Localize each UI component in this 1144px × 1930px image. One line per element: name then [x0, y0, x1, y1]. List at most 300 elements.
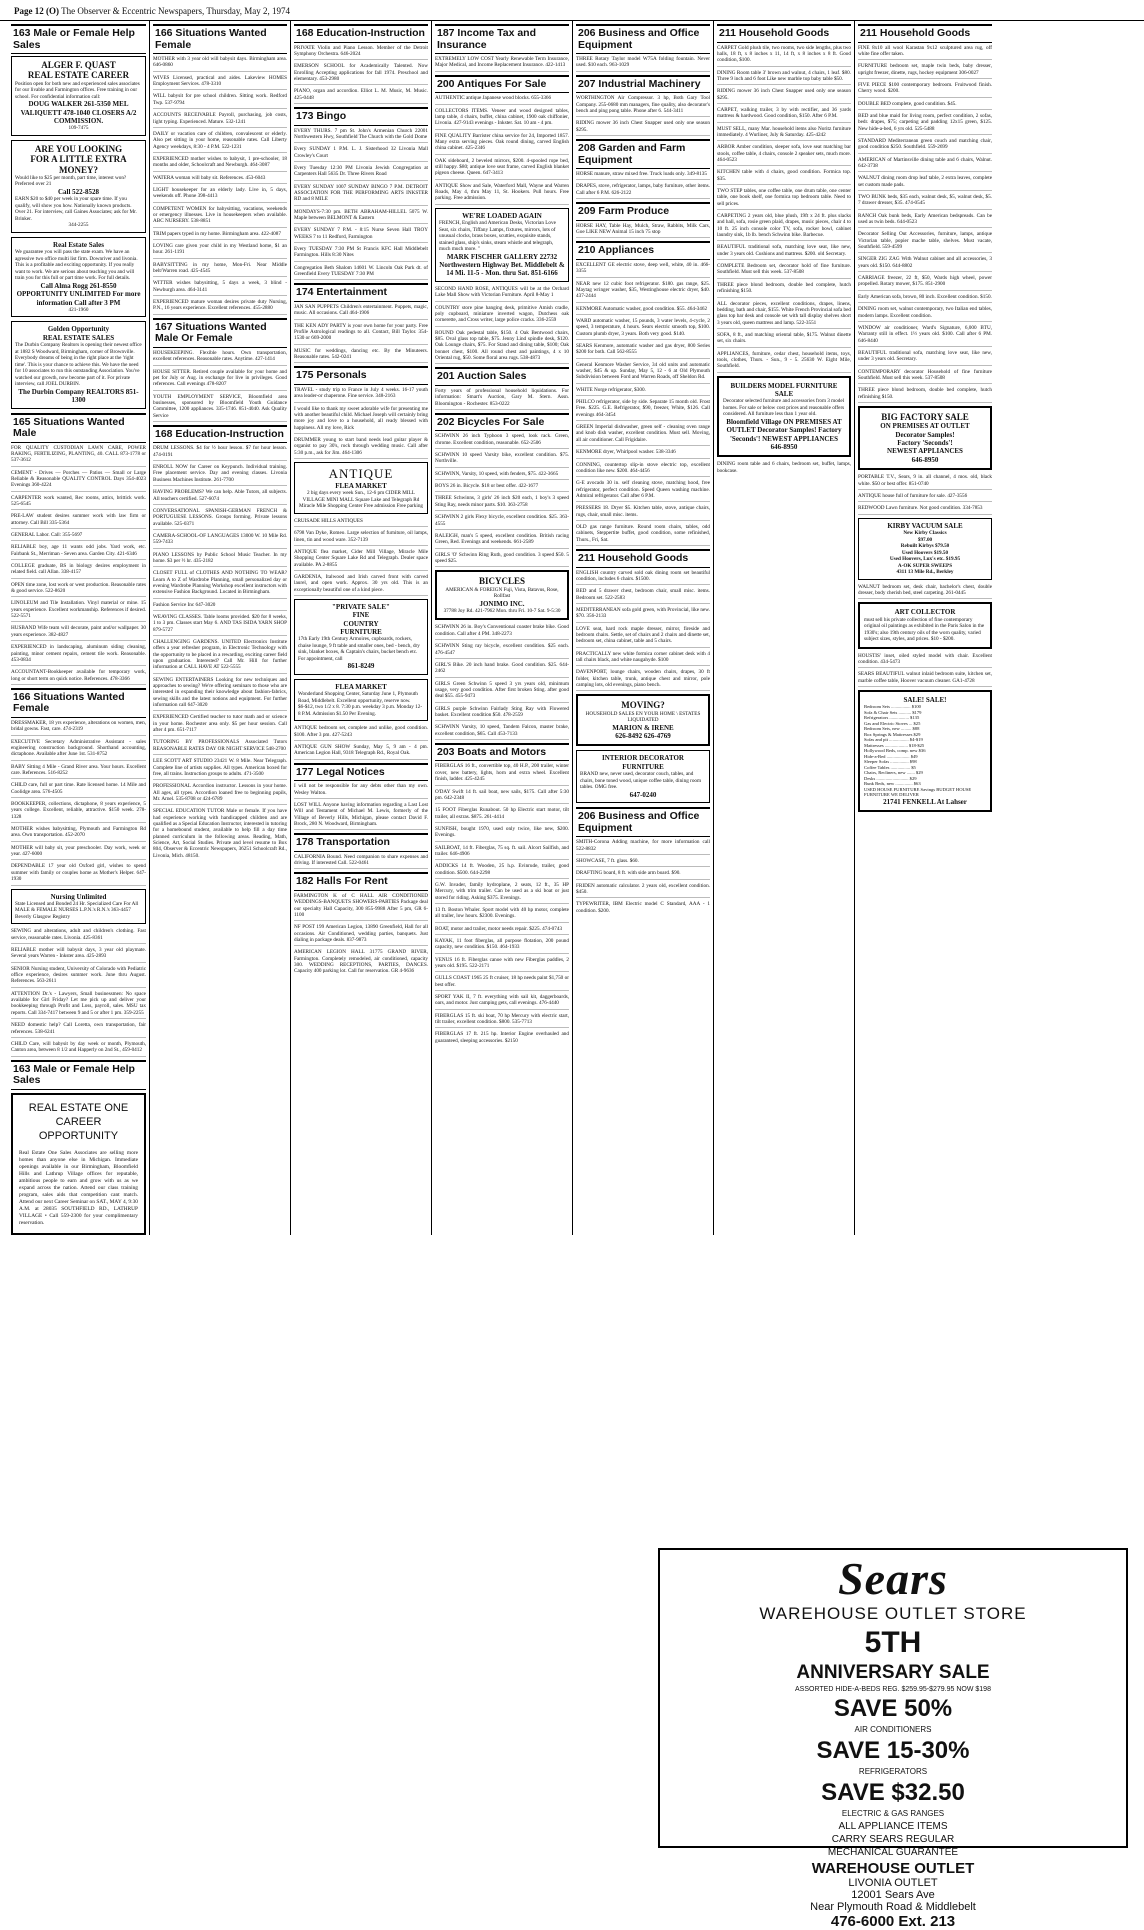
display-ad-headline: FURNITURE [340, 628, 382, 637]
classified-ad[interactable]: MOTHER with 3 year old will babysit days. Birmingham area. 646-0860 [153, 56, 287, 72]
category-heading[interactable]: 177 Legal Notices [294, 763, 428, 782]
category-heading[interactable]: 209 Farm Produce [576, 202, 710, 221]
classified-ad[interactable]: DRAPES, stove, refrigerator, lamps, baby furniture, other items. Call after 6 P.M. 626-2122 [576, 183, 710, 199]
classified-ad[interactable]: Forty years of professional household liquidations. For information: Smart's Auction, Gary M. Stern. Assn. Bloomington - Rochester. 853-0222 [435, 388, 569, 410]
display-ad[interactable] [11, 237, 146, 318]
display-ad[interactable] [576, 750, 710, 803]
classified-ad[interactable]: LIGHT housekeeper for an elderly lady. Live in, 5 days, weekends off. Phone 398-4413 [153, 187, 287, 203]
classified-ad[interactable]: MUST SELL, many Mar. household items also Noritz furniture immediately. 4 Wurliner, July & Saturday. 425-4242 [717, 126, 851, 142]
classified-ad[interactable]: FOR QUALITY CUSTODIAN LAWN CARE, POWER RAKING, FERTILIZING, PLANTING, 40. CALL 873-1778 or 537-3612 [11, 445, 146, 467]
classified-ad[interactable]: ANTIQUE flea market, Cider Mill Village, Miracle Mile Shopping Center Square Lake Rd and Telegraph. Dealer space available. PA 2-8855 [294, 549, 428, 571]
classified-ad[interactable]: ADDICKS 14 ft. Wooden, 25 h.p. Evinrude, trailer, good condition. $500. 644-2298 [435, 863, 569, 879]
classified-ad[interactable]: COMPETENT WOMEN for babysitting, vacations, weekends or emergency illnesses. Live in housekeepers when available. ABC NURSERY. 538-8851 [153, 206, 287, 228]
classified-ad[interactable]: CARPET, walking trailer, 3 by with rectifier, and 36 yards mattress & hardwood. Good condition, $150. After 6 P.M. [717, 107, 851, 123]
classified-ad[interactable]: BABYSITTING in my home, Mon-Fri. Near Middle belt/Warren road. 425-4545 [153, 262, 287, 278]
classified-ad[interactable]: OPEN time zone, lost work or west production. Reasonable rates & good service. 522-8620 [11, 582, 146, 598]
classified-ad[interactable]: I will not be responsible for any debts other than my own. Wesley Walton. [294, 783, 428, 799]
classified-ad[interactable]: SCHWINN 26 inch Typhoon 3 speed, look rack. Green, chrome. Excellent condition, reasonable. 652-2506 [435, 433, 569, 449]
classified-ad[interactable]: ANTIQUE Show and Sale, Waterford Mall, Wayne and Warren Roads, May 4, thru May 11, St. Hookers. Pull hours. Free parking. Free admission. [435, 183, 569, 205]
classified-ad[interactable]: DRESSMAKER, 18 yrs experience, alterations on women, men, bridal gowns. Fast, care. 474-2319 [11, 720, 146, 736]
classified-ad[interactable]: DEPENDABLE 17 year old Oxford girl, wishes to spend summer with family or couples home as Mother's Helper. 647-1930 [11, 863, 146, 885]
page-number: Page 12 (O) [14, 6, 59, 16]
classified-ad[interactable]: PRIVATE Violin and Piano Lesson. Member of the Detroit Symphony Orchestra. 646-2024 [294, 45, 428, 61]
classified-ad[interactable]: ARBOR Amber condition, sleeper sofa, love seat matching bar stools, coffee table, 4 chairs, console 2 speaker sets, much more. 464-0523 [717, 144, 851, 166]
classified-ad[interactable]: COUNTRY store pine hanging desk, primitive Amish cradle, poly cupboard, miniature inverted wagon, Dutchess oak cornerette, and Cross writer, large police cracks. 336-2559 [435, 305, 569, 327]
classified-ad[interactable]: SCHWINN 10 speed Varsity bike, excellent condition. $75. Northville. [435, 452, 569, 468]
classified-ad[interactable]: GULLS COAST 1965 25 ft cruiser, 18 hp needs paint $1,750 or best offer. [435, 975, 569, 991]
classified-ad[interactable]: Congregation Beth Shalom 14601 W. Lincoln Oak Park dt. of Greenfield Every TUESDAY 7:30 PM [294, 265, 428, 281]
classified-ad[interactable]: WHITE Norge refrigerator, $300. [576, 387, 710, 396]
classified-ad[interactable]: GIRLS Green Schwinn 5 speed 3 yrs years old, minimum usage, very good condition. After first broken Sting. after good deal $55. 455-9473 [435, 681, 569, 703]
classified-ad[interactable]: TRIM papers typed in my home. Birmingham area. 422-4087 [153, 231, 287, 240]
category-heading[interactable]: 208 Garden and Farm Equipment [576, 139, 710, 169]
kirby-title: KIRBY VACUUM SALE [887, 521, 963, 530]
classified-ad[interactable]: SECOND HAND ROSE, ANTIQUES will be at the Orchard Lake Mall Show with Victorian Furniture. April 8-May 1 [435, 286, 569, 302]
sale-list-item: Bunk Beds, new ............... $63 [864, 781, 921, 787]
classified-ad[interactable]: BED and 5 drawer chest, bedroom chair, small misc. items. Bedroom set. 522-2583 [576, 588, 710, 604]
masthead [0, 0, 1144, 21]
classified-ad[interactable]: DAVENPORT, lounge chairs, wooden chairs, drapes, 30 ft folder, kitchen table, trunk, antique chest and mirror, pole camping lots, old evenings, piano bench. [576, 669, 710, 691]
sale-list-item: Gas and Electric Stoves ... $25 [864, 720, 921, 726]
classified-ad[interactable]: SPORT YAK II, 7 ft. everything with sail kit, daggerboards, oars, and motor. Just camping gets, call evenings. 476-4440 [435, 994, 569, 1010]
classified-ad[interactable]: GREEN Imperial dishwasher, green self - cleaning oven range and knob dish washer, excellent condition. Must sell. Moving, all air conditioner. Call Frigidaire. [576, 424, 710, 446]
category-heading[interactable]: 173 Bingo [294, 107, 428, 126]
classified-ad[interactable]: SAILBOAT, 14 ft. Fiberglas, 75 sq. ft. sail. Alcort Sailfish, and trailer. 646-4906 [435, 845, 569, 861]
sale-list-ad[interactable] [858, 690, 992, 812]
classified-ad[interactable]: Early American sofa, brown, 80 inch. Excellent condition. $150. [858, 294, 992, 303]
classified-ad[interactable]: WINDOW air conditioner, Ward's Signature, 6,000 BTU, Warranty still in effect. 1½ years old. $100. Call after 6 PM. 646-8440 [858, 325, 992, 347]
classified-ad[interactable]: CHALLENGING GARDENS. UNITED Electronics Institute offers a year refresher program, in Electronic Technology with the opportunity to be placed in a rewarding, exciting career field upon graduation. Interested? Call Mr. Hill for further information at CALL HAVE AT 522-5555 [153, 639, 287, 674]
category-heading[interactable]: 202 Bicycles For Sale [435, 413, 569, 432]
classified-ad[interactable]: TWO BUNK beds, $35 each, walnut desk, $5, walnut desk, $5. 7 drawer dresser, $35. 474-0545 [858, 194, 992, 210]
classified-ad[interactable]: EXECUTIVE Secretary Administrative Assistant - sales engineering construction background. Shorthand accounting, dictaphone. Available after June 1st. 531-8752 [11, 739, 146, 761]
classified-ad[interactable]: RANCH Oak bunk beds, Early American bedspreads. Can be used as twin beds. 644-0523 [858, 213, 992, 229]
category-heading[interactable]: 201 Auction Sales [435, 367, 569, 386]
classified-ad[interactable]: BABY Sitting 4 Mile - Grand River area. Your hours. Excellent care. References. 516-8252 [11, 764, 146, 780]
classified-ad[interactable]: COLLECTORS ITEMS. Veneer and wood designed tables, lamp table, 4 chairs, buffet, china cabinet, 1900 oak chiffonier, Livonia. 427-9143 evenings - Inkster. Sat. 10 am - 4 pm. [435, 108, 569, 130]
classified-ad[interactable]: G.W. Invader, family hydroplane, 2 seats, 12 ft., 35 HP Mercury, with trim trailer. Can be used as a ski boat or just stored for riding. Asking $375. Evenings. [435, 882, 569, 904]
flea-market-ad[interactable] [294, 462, 428, 514]
classified-ad[interactable]: SCHWINN 26 in. Boy's Conventional coaster brake bike. Good condition. Call after 4 PM. 348-2273 [435, 624, 569, 640]
display-ad[interactable] [11, 321, 146, 408]
classified-ad[interactable]: EXCELLENT GE electric stove, deep well, white, 40 in. 466-3355 [576, 262, 710, 278]
category-heading[interactable]: 174 Entertainment [294, 283, 428, 302]
classified-ad[interactable]: SUNFISH, bought 1970, used only twice, like new, $200. Evenings. [435, 826, 569, 842]
classified-ad[interactable]: AUTHENTIC antique Japanese wood blocks. 655-3366 [435, 95, 569, 104]
classified-ad[interactable]: NF POST 199 American Legion, 13890 Greenfield, Hall for all occasions. Air Conditioned, wedding parties, banquets. Just dialing in package deals. 837-9873 [294, 924, 428, 946]
classified-ad[interactable]: COMPLETE Bedroom set, decorator hold of fine furniture. Southfield. Must sell this week. 537-8508 [717, 263, 851, 279]
classified-ad[interactable]: WIVES Licensed, practical and aides. Lakeview HOMES Employment Services. 478-3310 [153, 75, 287, 91]
classified-ad[interactable]: DINING room set, walnut contemporary, two Italian end tables, modern lamps. Excellent condition. [858, 306, 992, 322]
big-factory-title: BIG FACTORY SALE [881, 411, 969, 422]
classified-ad[interactable]: GIRLS 'O' Schwinn Ring Ruth, good condition. 3 speed $50. 5 speed $25. [435, 552, 569, 568]
sale-list-address: 21741 FENKELL At Lahser [883, 797, 967, 806]
classified-ad[interactable]: NEED domestic help? Call Loretta, own transportation, fair references. 538-6241 [11, 1022, 146, 1038]
big-factory-line: Factory 'Seconds'! [897, 439, 953, 448]
classified-ad[interactable]: DAILY or vacation care of children, convalescent or elderly. Also pet sitting in your home, reasonable rates. Call Liberty Agency weekdays, 8:30 - 4 P.M. 522-1231 [153, 131, 287, 153]
classified-ad[interactable]: PRACTICALLY new white formica corner cabinet desk with 4 tall chairs black, and white naugahyde. $100 [576, 651, 710, 667]
classified-ad[interactable]: TRAVEL - study trip to France in July 4 weeks. 16-17 youth area leader-or chaperone. Fine service. 348-2163 [294, 387, 428, 403]
classified-ad[interactable]: EXTREMELY LOW COST Yearly Renewable Term Insurance, Major Medical, and Income Replacement Insurance. 422-1413 [435, 56, 569, 72]
category-heading[interactable]: 163 Male or Female Help Sales [11, 1060, 146, 1090]
sears-city: LIVONIA OUTLET [848, 1877, 938, 1889]
sears-guarantee-2: CARRY SEARS REGULAR [831, 1834, 955, 1845]
classified-ad[interactable]: WALNUT dining room drop leaf table, 2 extra leaves, complete set custom made pads. [858, 175, 992, 191]
classified-ad[interactable]: SENIOR Nursing student, University of Colorado with Pediatric office experience, desires summer work. June thru August. References. 563-2611 [11, 966, 146, 988]
classified-ad[interactable]: BED and blue maid for living room, perfect condition, 2 sofas, bedr. drapes, $75; carpeting and padding 12x15 green, $125. New hide-a-bed, 6 yrs old. 525-5488 [858, 113, 992, 135]
classified-ad[interactable]: HORSE manure, straw mixed free. Truck loads only. 349-8135 [576, 171, 710, 180]
art-collector-ad[interactable] [858, 602, 992, 648]
classified-ad[interactable]: CALIFORNIA Bound. Need companion to share expenses and driving. If interested Call. 522-0461 [294, 854, 428, 870]
category-heading[interactable]: 187 Income Tax and Insurance [435, 24, 569, 54]
classified-ad[interactable]: EVERY SUNDAY 7 P.M. - 8:15 Nurse Seven Hall TROY WEEKS 7 to 11 Redford, Farmington [294, 227, 428, 243]
classified-ad[interactable]: SMITH-Corona Adding machine, for more information call 522-8832 [576, 839, 710, 855]
classified-ad[interactable]: DRUMMER young to start band needs lead guitar player & organist to pay 30's, rock through wedding music. Call after 5:30 p.m., ask for Jim. 464-1306 [294, 437, 428, 459]
classified-ad[interactable]: FINE 8x10 all wool Karastan 9x12 sculptured area rug, off white fine offer taken. [858, 45, 992, 61]
classified-ad[interactable]: PIANO, organ and accordion. Elliot L. M. Music, M. Music. 425-0448 [294, 88, 428, 104]
big-factory-sale-ad[interactable] [858, 406, 992, 470]
classified-ad[interactable]: GIRLS purple Schwinn Fairlady Sting Ray with Flowered basket. Excellent condition $50. 478-2559 [435, 706, 569, 722]
classified-ad[interactable]: DINING room table and 6 chairs, bedroom set, buffet, lamps, bookcase. [717, 461, 851, 474]
classified-ad[interactable]: 15 FOOT Fiberglas Runabout. 50 hp Electric start motor, tilt trailer, all extras. $875. 261-4414 [435, 807, 569, 823]
classified-ad[interactable]: SCHWINN 2 girls Flexy bicycle, excellent condition. $25. 363-4555 [435, 514, 569, 530]
classified-ad[interactable]: ATTENTION Dr.'s - Lawyers, Small businessmen: No space available for Girl Friday? Let me pick up and deliver your bookkeeping through Profit and Loss, payroll, sales. MSU tax reports. Call 334-7417 between 9 and 5 or after 1 pm. 359-2255 [11, 991, 146, 1019]
flea-market-subtitle: FLEA MARKET [335, 481, 387, 490]
category-heading[interactable]: 207 Industrial Machinery [576, 75, 710, 94]
category-heading[interactable]: 163 Male or Female Help Sales [11, 24, 146, 54]
classified-ad[interactable]: CHILD care, full or part time. Rate licensed home. 14 Mile and Coolidge area. 576-4505 [11, 782, 146, 798]
big-factory-line: 646-8950 [911, 455, 939, 464]
classified-ad[interactable]: AMERICAN of Martinsville dining table and 6 chairs, Walnut. 642-3738 [858, 157, 992, 173]
sears-save-50-sub: AIR CONDITIONERS [854, 1725, 932, 1734]
classified-ad[interactable]: SCHWINN Varsity, 10 speed, Tandem Falcon, master brake, excellent condition, $65. Call 453-7133 [435, 724, 569, 740]
classified-ad[interactable]: CARPENTER work wanted, Rec rooms, attics, brittick work. 525-6545 [11, 495, 146, 511]
classified-ad[interactable]: GIRL'S Bike. 20 inch hand brake. Good condition. $25. 644-2462 [435, 662, 569, 678]
classified-ad[interactable]: MEDITERRANEAN sofa gold green, with Provincial, like new. $70. 356-2133 [576, 607, 710, 623]
classified-ad[interactable]: STANDARD Mediterranean green couch and matching chair, good condition $250. Southfield. 559-2699 [858, 138, 992, 154]
classified-ad[interactable]: HUSBAND Wife team will decorate, paint and/or wallpaper. 30 years experience. 382-4827 [11, 625, 146, 641]
classified-ad[interactable]: KITCHEN table with 4 chairs, good condition. Formica top. $35. [717, 169, 851, 185]
classified-ad[interactable]: COLLEGE graduate, BS in biology desires employment in related field. call Allan. 338-4157 [11, 563, 146, 579]
classified-ad[interactable]: 6798 Van Dyke, Romeo. Large selection of furniture, oil lamps, linen, tin and wood ware. 352-7139 [294, 530, 428, 546]
classified-ad[interactable]: WEAVING CLASSES. Table looms provided. $20 for 8 weeks, 1 to 3 pm. Classes start May 6. AND TAS ISIDA YARN SHOP 879-5727 [153, 614, 287, 636]
classified-ad[interactable]: FIBERGLAS 17 ft. 215 hp. Interior Engine overhauled and guaranteed, sleeping accessories. $2150 [435, 1031, 569, 1044]
category-heading[interactable]: 167 Situations Wanted Male Or Female [153, 318, 287, 348]
display-ad-refnum: 109-7475 [68, 125, 89, 132]
classified-ad[interactable]: FINE QUALITY Barrister china service for 24, Imported 1857. Many extra serving pieces. Oak round dining, carved English china cabinet. 425-2346 [435, 133, 569, 155]
classified-ad[interactable]: SEWING and alterations, adult and children's clothing. Fast service, reasonable rates. Livonia. 425-8361 [11, 928, 146, 944]
classified-ad[interactable]: DOUBLE BED complete, good condition. $45. [858, 101, 992, 110]
classified-ad[interactable]: PRESSERS 18. Dryer $5. Kitchen table, stove, antique chairs, rugs, chair, small misc. items. [576, 505, 710, 521]
classified-ad[interactable]: HORSE HAY, Table Hay, Mulch, Straw, Rabbits, Milk Cars, Goe LIKE NEW Animal 15 inch 75 stop [576, 223, 710, 239]
classified-ad[interactable]: EXPERIENCED mother wishes to babysit, 1 pre-schooler, 18 months and older, Schoolcraft and Newburgh. 464-3087 [153, 156, 287, 172]
display-ad[interactable] [11, 56, 146, 136]
display-ad-body: BRAND new, never used, decorator couch, tables, and chairs, bone toned wood, unique coffee table, dining room tables. OMG free. [580, 771, 702, 791]
classified-ad[interactable]: EXPERIENCED in landscaping, aluminum siding cleaning, painting, minor cement repairs, cement tile work. Reasonable. 453-0834 [11, 644, 146, 666]
classified-ad[interactable]: REDWOOD Lawn furniture. Not good condition. 334-7853 [858, 505, 992, 514]
classified-ad[interactable]: WORTHINGTON Air Compressor. 3 hp, Both Gary Tool Company. 255-0680 mm managers, fine quality, also decorator's bench and ping pong table. Phone after 6. 544-3411 [576, 95, 710, 117]
classified-ad[interactable]: EXPERIENCED Certified teacher to tutor math and or science in your home. Rochester area only. $5 per hour session. Call after 4 pm. 651-7117 [153, 714, 287, 736]
classified-ad[interactable]: EXPERIENCED mature woman desires private duty Nursing, P.N., 16 years experience. Excellent references. 455-2880 [153, 299, 287, 315]
category-heading[interactable]: 166 Situations Wanted Female [153, 24, 287, 54]
display-ad-body: The Durbin Company Realtors is opening their newest office at 1882 S Woodward, Birmingham, corner of Brownville. Everybody dreams of being in the right place at the 'right time'. This is your chance to achieve this. We have the need for 10 associates to run this outstanding Association. You've watched our growth, now become part of it. For private interview, call JOEL DURBIN. [15, 342, 142, 388]
classified-ad[interactable]: HOUSEKEEPING. Flexible hours. Own transportation, excellent references. Reasonable rates. Anytime. 427-1414 [153, 350, 287, 366]
sears-guarantee-1: ALL APPLIANCE ITEMS [838, 1821, 948, 1832]
category-heading[interactable]: 206 Business and Office Equipment [576, 24, 710, 54]
classified-ad[interactable]: KENMORE Automatic washer, good condition. $55. 464-3462 [576, 306, 710, 315]
classified-ad[interactable]: OLD gas range furniture. Round room chairs, tables, odd cabinets, Steppertite buffet, good condition, some refinished, Thurs., Fri, Sat. [576, 524, 710, 546]
classified-ad[interactable]: EVERY SUNDAY 1007 SUNDAY BINGO 7 P.M. DETROIT ASSOCIATION FOR THE PERFORMING ARTS INKSTER RD and 8 MILE [294, 184, 428, 206]
sears-line-outlet: WAREHOUSE OUTLET STORE [759, 1604, 1027, 1623]
category-heading[interactable]: 210 Appliances [576, 241, 710, 260]
classified-ad[interactable]: SHOWCASE, 7 ft. glass. $60. [576, 858, 710, 867]
moving-ad[interactable] [576, 694, 710, 746]
display-ad-phone[interactable]: Call 522-8528 [57, 187, 100, 196]
classified-ad[interactable]: FIBERGLAS 16 ft., convertible top, 40 H.P., 200 trailer, winter cover, new battery, lights, horn and extra wheel. Excellent finish, ladder. 425-4245 [435, 763, 569, 785]
classified-ad[interactable]: 13 ft. Boston Whaler. Sport model with 40 hp motor, complete all trailer, low hours. $2300. Evenings. [435, 907, 569, 923]
classified-ad[interactable]: PHILCO refrigerator, side by side. Separate 15 month old. Frost Free. $225. G.E. Refrigerator, $90, freezer, White, $126. Call evenings 464-3454 [576, 399, 710, 421]
category-heading[interactable]: 166 Situations Wanted Female [11, 688, 146, 718]
classified-ad[interactable]: ALL decorator pieces, excellent conditions, drapes, linens, bedding, bath and chair, $155. White French Provincial sofa bed glass top bar desk and console set with tall display shelves short 3 years old, queen mattress and lamp. 522-3551 [717, 301, 851, 329]
classified-ad[interactable]: Every Tuesday 12:30 PM Livonia Jewish Congregation at Carpenters Hall 5635 Dr. Three Rivers Road [294, 165, 428, 181]
classified-ad[interactable]: WILL babysit for pre school children. Sitting work. Redford Twp. 537-9794 [153, 93, 287, 109]
classified-ad[interactable]: RIDING mower 36 inch Chest Snapper used only one season $295. [576, 120, 710, 136]
classified-ad[interactable]: CRUISADE HILLS ANTIQUES [294, 518, 428, 527]
classified-column [431, 21, 572, 1235]
classified-ad[interactable]: SEARS BEAUTIFUL walnut inlaid bedroom suite, kitchen set, marble coffee table, Hoover vacuum cleaner. GA1-4728 [858, 671, 992, 687]
classified-ad[interactable]: LINOLEUM and Tile Installation. Vinyl material or mine. 15 years experience. Excellent workmanship. References if desired. 522-5571 [11, 600, 146, 622]
classified-ad[interactable]: I would like to thank my sweet adorable wife for presenting me with another beautiful child. Michael Joseph will certainly bring more joy and love to a household, all ready blessed with happiness. All my love, Rick [294, 406, 428, 434]
classified-ad[interactable]: CARPETING 2 years old, blue plush, 19ft x 24 ft. plus slacks and hall, sofa, rosie green plaid, drapes, music pieces, chair 4 to 10 ft. 25 inch console color TV, sofa, rocker bowl, cabinet laundry sink, 1b lb. bench Schwinn bike. Barbecue. [717, 213, 851, 241]
classified-ad[interactable]: OAK sideboard, 2 beveled mirrors, $200. 4-spooled rope bed, still happy. $80; antique love seat frame, carved English blanket pigeon cheese. Queen. 647-3413 [435, 158, 569, 180]
classified-ad[interactable]: FIVE PIECE $100 contemporary bedroom. Fruitwood finish. Cherry wood. $200. [858, 82, 992, 98]
classified-ad[interactable]: CONTEMPORARY decorator Household of fine furniture Southfield. Must sell this week. 537-8508 [858, 369, 992, 385]
moving-names: MARION & IRENE [612, 723, 674, 732]
classified-ad[interactable]: FARMINGTON K of C HALL AIR CONDITIONED WEDDINGS-BANQUETS SHOWERS-PARTIES Package deal our specialty Hall Capacity, 300 855-9988 After 5 pm, GR 6-1100 [294, 893, 428, 921]
classified-ad[interactable]: Fashion Service Inc 647-3020 [153, 602, 287, 611]
classified-ad[interactable]: HAVING PROBLEMS? We can help. Able Tutors, all subjects. All teachers certified. 527-6074 [153, 489, 287, 505]
classified-ad[interactable]: CAMERA-SCHOOL-OF LANGUAGES 13000 W. 10 Mile Rd. 559-7433 [153, 533, 287, 549]
classified-ad[interactable]: General Kenmore Washer Service, 34 old units and automatic washer, $45 & up. Sunday, May 5, 12 - 6 at Old Plymouth Subdivision between Ford and Warren Roads, off Sheldon Rd. [576, 362, 710, 384]
category-heading[interactable]: 175 Personals [294, 366, 428, 385]
category-heading[interactable]: 211 Household Goods [576, 549, 710, 568]
classified-ad[interactable]: EMERSON SCHOOL for Academically Talented. Now Enrolling Accepting applications for fall 1974. Preschool and elementary. 453-2980 [294, 63, 428, 85]
classified-ad[interactable]: GENERAL Labor. Call: 355-5697 [11, 532, 146, 541]
classified-ad[interactable]: LOVE seat, hard rock maple dresser, mirror, fireside and bedroom chairs. Settle, set of chairs and 2 chairs and dinette set, bedroom set, china cabinet, table and 5 chairs. [576, 626, 710, 648]
category-heading[interactable]: 178 Transportation [294, 833, 428, 852]
real-estate-one-ad[interactable] [11, 1093, 146, 1235]
classified-ad[interactable]: FRIDEN automatic calculator. 2 years old, excellent condition. $450. [576, 883, 710, 899]
moving-phones[interactable]: 626-8492 626-4769 [615, 732, 671, 741]
classified-ad[interactable]: FURNITURE bedroom set, maple twin beds, baby dresser, upright freezer, dinette, rugs, hockey equipment 306-0027 [858, 63, 992, 79]
classified-ad[interactable]: DRUM LESSONS. $4 for ½ hour lesson. $7 for hour lesson. 474-0191 [153, 445, 287, 461]
kirby-line: Used Hoovers $19.50 [901, 549, 949, 556]
classified-ad[interactable]: YOUTH EMPLOYMENT SERVICE, Bloomfield area businesses, sponsored by Bloomfield Youth Guidance Committee, 1200 appliances. 335-1746. 851-4040. Ask Quality Service [153, 394, 287, 422]
classified-ad[interactable]: NEAR new 12 cubic foot refrigerator. $180. gas range, $25. Maytag wringer washer, $35, Westinghouse electric dryer, $40. 437-2444 [576, 281, 710, 303]
classified-ad[interactable]: BOAT, motor and trailer, motor needs repair. $225. 474-0743 [435, 926, 569, 935]
classified-ad[interactable]: HOUSTIS' inset, oiled styled model with chair. Excellent condition. 434-5473 [858, 653, 992, 669]
classified-ad[interactable]: TUTORING BY PROFESSIONALS Associated Tutors REASONABLE RATES DAY OR NIGHT SERVICE 548-2700 [153, 739, 287, 755]
category-heading[interactable]: 165 Situations Wanted Male [11, 413, 146, 443]
sale-list-item: Hide-a-Bed .................... $49 [864, 753, 918, 759]
display-ad-headline: WE'RE LOADED AGAIN [462, 211, 542, 220]
display-ad-refnum: 344-2255 [68, 222, 89, 229]
classified-ad[interactable]: VENUS 16 ft. Fiberglas canoe with new Fiberglas paddles, 2 years old. $195. 522-2171 [435, 957, 569, 973]
classified-ad[interactable]: RELIABLE boy, age 11 wants odd jobs. Yard work, etc. Fairbank St., Merriman - Seven area. Garden City. 421-6346 [11, 544, 146, 560]
classified-ad[interactable]: ACCOUNTANT-Bookkeeper available for temporary work, long or short term on quick notice. References. 478-3366 [11, 669, 146, 685]
classified-ad[interactable]: SEARS Kenmore, automatic washer and gas dryer, 800 Series $200 for both. Call 562-8555 [576, 343, 710, 359]
builders-model-ad[interactable] [717, 376, 851, 458]
classified-ad[interactable]: FIBERGLAS 15 ft. ski boat, 70 hp Mercury with electric start, tilt trailer, excellent condition. $800. 535-7713 [435, 1013, 569, 1029]
classified-ad[interactable]: PIANO LESSONS by Public School Music Teacher. In my home. $3 per ½ hr. 435-2182 [153, 552, 287, 568]
bicycles-ad[interactable] [435, 570, 569, 620]
display-ad-contact: DOUG WALKER 261-5350 MEL VALIQUETT 478-1040 CLOSERS A/2 COMMISSION. [20, 100, 137, 126]
classified-ad[interactable]: CARPET Gold plush tile, two rooms, two side lengths, plus two halls, 18 ft, x 8 inches x 11, 14 ft, x 8 inches x 8 ft. Good condition, $100. [717, 45, 851, 67]
real-estate-one-body: Real Estate One Sales Associates are selling more homes than anyone else in Michigan. Immediate openings available in our Birmingham, Bloomfield Hills and Lathrup Village offices for reputable, ambitious people to earn and grow with us as we expand across the nation. Attend our class training program, sales aids that competition cant match. Attend our next Career Seminar on SAT., MAY 4, 9:30 A.M. at 28035 SOUTHFIELD RD., LATHRUP VILLAGE • Call 559-2300 for your complimentary reservation. [19, 1149, 138, 1226]
sears-save-3250-sub: ELECTRIC & GAS RANGES [841, 1809, 945, 1818]
classified-ad[interactable]: MUSIC for weddings, dancing etc. By the Minuteers. Reasonable rates. 542-0241 [294, 348, 428, 364]
classified-ad[interactable]: THE KEN ADY PARTY is your own home for your party. Free Profile Astrological readings to all. Contact, Bill Taylor. 354-1530 or 669-2000 [294, 323, 428, 345]
classified-ad[interactable]: CONVERSATIONAL SPANISH-GERMAN FRENCH & PORTUGUESE LESSONS. Groups forming. Private lessons available. 525-0371 [153, 508, 287, 530]
classified-ad[interactable]: RALEIGH, man's 5 speed, excellent condition. British racing Green, Red. Evenings and weekends. 661-2589 [435, 533, 569, 549]
classified-ad[interactable]: BOOKKEEPER, collections, dictaphone, 8 years experience, 5 years college. Excellent, reliable, attractive. $150 week. 278-1328 [11, 801, 146, 823]
classified-ad[interactable]: WARD automatic washer, 15 pounds, 3 water levels, 4-cycle, 2 speed, 3 temperature, 4 hours. Sears electric smooth top, $100. Custom plumb dryer, 3 years. Both very good. $140. [576, 318, 710, 340]
category-heading[interactable]: 200 Antiques For Sale [435, 75, 569, 94]
classified-ad[interactable]: WATERA woman will baby sit. References. 453-6043 [153, 175, 287, 184]
classified-ad[interactable]: BOYS 26 in. Bicycle. $18 or best offer. 422-1677 [435, 483, 569, 492]
classified-ad[interactable]: DINING Room table 3' brown and walnut, 4 chairs, 1 leaf. $80. Three 9 inch and 6 foot Like new marble top baby table $50. [717, 70, 851, 86]
category-heading[interactable]: 168 Education-Instruction [294, 24, 428, 43]
classified-ad[interactable]: MOTHER will baby sit, your preschooler. Day work, week or year. 427-6000 [11, 845, 146, 861]
classified-ad[interactable]: CONNING, countertop slip-in stove electric top, excellent condition like new. $200. 464-4456 [576, 462, 710, 478]
classified-ad[interactable]: CEMENT - Drives — Porches — Patios — Small or Large Reliable & Reasonable QUALITY CONTROL Days 354-4023 Evenings 360-4224 [11, 470, 146, 492]
classified-ad[interactable]: ANTIQUE house full of furniture for sale. 427-3556 [858, 493, 992, 502]
display-ad[interactable] [11, 889, 146, 925]
classified-ad[interactable]: WITTER wishes babysitting, 5 days a week, 3 blind - Newburgh area. 464-3141 [153, 280, 287, 296]
classified-ad[interactable]: ENGLISH country carved sold oak dining room set beautiful condition, includes 6 chairs. $1500. [576, 570, 710, 586]
classified-ad[interactable]: HOUSE SITTER. Retired couple available for your home and pet for July or Aug. in exchange for live in privileges. Good references. Call evenings 478-8207 [153, 369, 287, 391]
classified-ad[interactable]: TWO STEP tables, one coffee table, one drum table, one center table, one book shelf, one formica top bedroom table. Need to sell prices. [717, 188, 851, 210]
classified-ad[interactable]: BEAUTIFUL traditional sofa, matching love seat, like new, under 3 years old. Cushions and mattress. $200. old Secretary. [717, 244, 851, 260]
classified-columns [0, 21, 1144, 1235]
display-ad-subtext: Position open for both new and experienced sales associates for our livable and Farmington offices. Free training in our school. For confidential information call: [15, 80, 140, 100]
classified-ad[interactable]: Every TUESDAY 7:30 PM St Francis KFC Hall Middlebelt Farmington. Hills 8:30 Nites [294, 246, 428, 262]
classified-ad[interactable]: MOTHER wishes babysitting, Plymouth and Farmington Rd area. Own transportation. 452-2070 [11, 826, 146, 842]
big-factory-line: Decorator Samples! [895, 430, 955, 439]
classified-ad[interactable]: LOST WILL Anyone having information regarding a Last Lost Will and Testament of Michael M. Lewis, formerly of the Village of Beverly Hills, Michigan, please contact David F. Brock, 280 N. Woodward, Birmingham. [294, 802, 428, 830]
builders-body: Decorator selected furniture and accessories from 3 model homes. For sale or below cost prices and reasonable offers considered. All furniture less than 1 year old. [723, 398, 845, 418]
classified-ad[interactable]: CLOSET FULL of CLOTHES AND NOTHING TO WEAR? Learn A to Z of Wardrobe Planning, small personalized day or evening Wardrobe Planning Workshop excellent instructors with extensive Fashion Background. Located in Birmingham. [153, 570, 287, 598]
display-ad-body: FRENCH, English and American Desks, Victorian Love Seat, six chairs, Tiffany Lamps, fixtures, mirrors, lots of unusual clocks, brass boxes, scutties, exquisite stands, stained glass, ship's sinks, steam whistle and telegraph, much much more. " [439, 220, 556, 253]
sale-list-item: Bedroom Sets, new ......... $88 [864, 726, 920, 732]
display-ad[interactable] [294, 679, 428, 721]
classified-ad[interactable]: KENMORE dryer, Whirlpool washer. 538-3346 [576, 449, 710, 458]
moving-body: HOUSEHOLD SALES EN YOUR HOME \ ESTATES LIQUIDATED [585, 710, 701, 724]
display-ad-phone[interactable]: 861-8249 [347, 662, 375, 671]
sears-store-type: WAREHOUSE OUTLET [811, 1860, 975, 1877]
classified-ad[interactable]: ANTIQUE GUN SHOW Sunday, May 5, 9 am - 4 pm. American Legion Hall, 9318 Telegraph Rd., Royal Oak. [294, 744, 428, 760]
category-heading[interactable]: 211 Household Goods [858, 24, 992, 43]
display-ad-phone[interactable]: 647-0240 [629, 790, 657, 799]
builders-address: Bloomfield Village ON PREMISES AT OUTLET Decorator Samples! Factory 'Seconds'! NEWEST APPLIANCES 646-8950 [726, 417, 842, 452]
classified-ad[interactable]: THREE piece blond bedroom, double bed complete, hutch refinishing $150. [858, 387, 992, 403]
display-ad-headline: FURNITURE [622, 762, 664, 771]
classified-ad[interactable]: PROFESSIONAL Accordion instructor. Lessons in your home. All ages, all types. Accordion loaned free to beginning pupils, Mr. Arnel. 535-8708 or 424-6789 [153, 783, 287, 805]
classified-ad[interactable]: EVERY THURS. 7 pm St. John's Armenian Church 22001 Northwestern Hwy, Southfield The Church with the Gold Dome [294, 128, 428, 144]
big-factory-line: NEWEST APPLIANCES [887, 447, 963, 456]
classified-ad[interactable]: GARDENIA, Italwood and Irish carved front with carved laurel, and open work. Approx. 30 yrs old. This is an exceptionally beautiful one of a kind piece. [294, 574, 428, 596]
classified-ad[interactable]: SEWING ENTERTAINERS Looking for new techniques and approaches to sewing? We're offering seminars to those who are interested in expanding their knowledge about fashion-fabrics, sewing skills and the latest notions and equipment. For further information call 647-3020 [153, 677, 287, 712]
classified-ad[interactable]: O'DAY Swift 14 ft. sail boat, new sails, $175. Call after 5:30 pm. 642-2348 [435, 789, 569, 805]
classified-ad[interactable]: SCHWINN Sting ray bicycle, excellent condition. $25 each. 476-4547 [435, 643, 569, 659]
sale-list-item: Hollywood Beds, comp. new $36 [864, 748, 926, 754]
display-ad[interactable] [11, 140, 146, 233]
sale-list-item: Desks ............................ $29 [864, 775, 917, 781]
classified-ad[interactable]: BEAUTIFUL traditional sofa, matching love seat, like new, under 3 years old. Secretary. [858, 350, 992, 366]
display-ad-headline: FINE [352, 611, 370, 620]
display-ad[interactable] [435, 208, 569, 282]
classified-ad[interactable]: SINGER ZIG ZAG With Walnut cabinet and all accessories, 3 years old. $150. 644-8802 [858, 256, 992, 272]
classified-ad[interactable]: Every SUNDAY 1 P.M. L. J. Sisterhood 32 Livonia Mall Crowley's Court [294, 146, 428, 162]
sale-list-item: Sleeper Sofas ................ $98 [864, 759, 917, 765]
classified-ad[interactable]: SPECIAL EDUCATION TUTOR Male or female. If you have had experience working with handicapped children and are qualified as a Special Education Instructor, interested in tutoring for a homebound student, available to help fill a day time planned curriculum in the following areas. Reading, Math, Science, Art, Social Studies. Private and level resume to Box 804, Observer & Eccentric Newspapers, 36251 Schoolcraft Rd., Livonia, Mich. 48150. [153, 808, 287, 859]
classified-ad[interactable]: CHILD Care, will babysit by day week or month, Plymouth, Canton area, between 8 1/2 and Happerly on 2nd St., 459-0412 [11, 1041, 146, 1057]
classified-ad[interactable]: PRE-LAW student desires summer work with law firm or attorney. Call Bill 335-5364 [11, 513, 146, 529]
classified-ad[interactable]: ACCOUNTS RECEIVABLE Payroll, purchasing, job costs, light typing. Experienced. Mature. 532-1241 [153, 112, 287, 128]
classified-ad[interactable]: G-E avocado 30 in. self cleaning stove, matching hood, free refrigerator, perfect condition. Speed Queen washing machine. Admiral refrigerator. Call after 6 P.M. [576, 480, 710, 502]
classified-ad[interactable]: THREE piece blond bedroom, double bed complete, hutch refinishing $150. [717, 282, 851, 298]
classified-ad[interactable]: JAN SAN PUPPETS Children's entertainment. Puppets, magic, music. All occasions. Call 464-1906 [294, 304, 428, 320]
classified-ad[interactable]: DRAFTING board, 8 ft. with side arm board. $90. [576, 870, 710, 879]
classified-ad[interactable]: ROUND Oak pedestal table, $150. 4 Oak Bentwood chairs, $85. Oval glass top table, $75. Jenny Lind spindle desk, $120. Oak Lounge chairs, $75. For Stand and dining table, $100; Oak bonnet chest, $100. All round chest and paintings, 4 x 10 Oriental rug, $50. Some floral area rugs. 538-4873 [435, 330, 569, 365]
display-ad-headline: ALGER F. QUAST [41, 60, 116, 71]
display-ad-subtext: Would like to $25 per month, part time, interest won? Preferred over 21 [15, 174, 127, 188]
category-heading[interactable]: 206 Business and Office Equipment [576, 807, 710, 837]
classified-ad[interactable]: APPLIANCES, furniture, cedar chest, household items, toys, tools, clothes, Thurs. - Sun., 9 - 5. 25630 W. Eight Mile, Southfield. [717, 351, 851, 373]
classified-ad[interactable]: TYPEWRITER, IBM Electric model C Standard, AAA - 1 condition. $200. [576, 901, 710, 914]
classified-ad[interactable]: CARRIAGE freezer, 22 ft, $50, Wards high wheel, power propelled. Rotary mower, $175. 851-2900 [858, 275, 992, 291]
classified-ad[interactable]: SCHWINN, Varsity, 10 speed, with fenders, $75. 422-3665 [435, 471, 569, 480]
display-ad-headline: Golden Opportunity [47, 325, 110, 334]
category-heading[interactable]: 168 Education-Instruction [153, 425, 287, 444]
classified-ad[interactable]: RELIABLE mother will babysit days, 3 year old playmate. Several years Warren - Inkster area. 425-2893 [11, 947, 146, 963]
kirby-vacuum-ad[interactable] [858, 518, 992, 580]
classified-ad[interactable]: ENROLL NOW for Career on Keypunch. Individual training. Free placement service. Day and evening classes. Livonia Business Machines Institute. 261-7700 [153, 464, 287, 486]
classified-ad[interactable]: AMERICAN LEGION HALL 31775 GRAND RIVER, Farmington. Completely remodeled, air conditioned, capacity 300. WEDDING RECEPTIONS, PARTIES, DANCES. Capacity 400 parking lot. Call for reservation. GR 4-9636 [294, 949, 428, 975]
classified-ad[interactable]: SOFA, 8 ft., and matching oriental table, $175. Walnut dinette set, six chairs. [717, 332, 851, 348]
classified-ad[interactable]: ANTIQUE bedroom set, complete and unlike, good condition. $100. After 3 pm. 427-5243 [294, 725, 428, 741]
classified-ad[interactable]: RIDING mower 36 inch Chest Snapper used only one season $295. [717, 88, 851, 104]
kirby-line: New Kirby Classics [903, 530, 947, 537]
classified-ad[interactable]: LOVING care given your child in my Westland home, $1 an hour. 261-1191 [153, 243, 287, 259]
classified-ad[interactable]: KAYAK, 11 foot fiberglas, all purpose flotation, 200 pound capacity, new condition. $150. 464-1933 [435, 938, 569, 954]
category-heading[interactable]: 182 Halls For Rent [294, 872, 428, 891]
classified-ad[interactable]: PORTABLE T.V., Sears, 9 in. all channel, 4 mos. old, black white. $50 or best offer. 851-0740 [858, 474, 992, 490]
classified-ad[interactable]: THREE Schwinns, 3 girls' 26 inch $20 each, 1 boy's 3 speed Sting Ray, needs minor parts. $10. 363-2758 [435, 495, 569, 511]
category-heading[interactable]: 211 Household Goods [717, 24, 851, 43]
bicycles-store-name: JONIMO INC. [479, 599, 525, 608]
classified-ad[interactable]: THREE Rotary Taylor model W75A folding fountain. Never used. $10 each. 963-1029 [576, 56, 710, 72]
art-collector-body: must sell his private collection of fine contemporary original oil paintings as exhibited in the Paris Salon in the 1930's; also 19th century oils of the worn quality, varied subject sizes, styles, and prices. $10 - $200. [864, 616, 985, 643]
classified-ad[interactable]: WALNUT bedroom set, desk chair, bachelor's chest, double dresser, body cherish bed, steel carpeting. 261-0445 [858, 584, 992, 600]
classified-ad[interactable]: MONDAYS-7:30 pm. BETH ABRAHAM-HILLEL 5075 W. Maple between BELMONT & Eastern [294, 209, 428, 225]
classified-ad[interactable]: LEE SCOTT ART STUDIO 23421 W. 8 Mile. Near Telegraph. Complete line of artists supplies. All types. American boxed for free, all trains. Instruction groups to adults. 471-3500 [153, 758, 287, 780]
category-heading[interactable]: 203 Boats and Motors [435, 743, 569, 762]
flea-market-title: ANTIQUE [328, 465, 394, 481]
classified-ad[interactable]: Decorator Selling Out Accessories, furniture, lamps, antique Victorian table, popier mache table, shelves. Must vacate, Southfield. 559-4599 [858, 231, 992, 253]
sears-advertisement[interactable] [658, 1548, 1128, 1930]
display-ad[interactable] [294, 599, 428, 675]
